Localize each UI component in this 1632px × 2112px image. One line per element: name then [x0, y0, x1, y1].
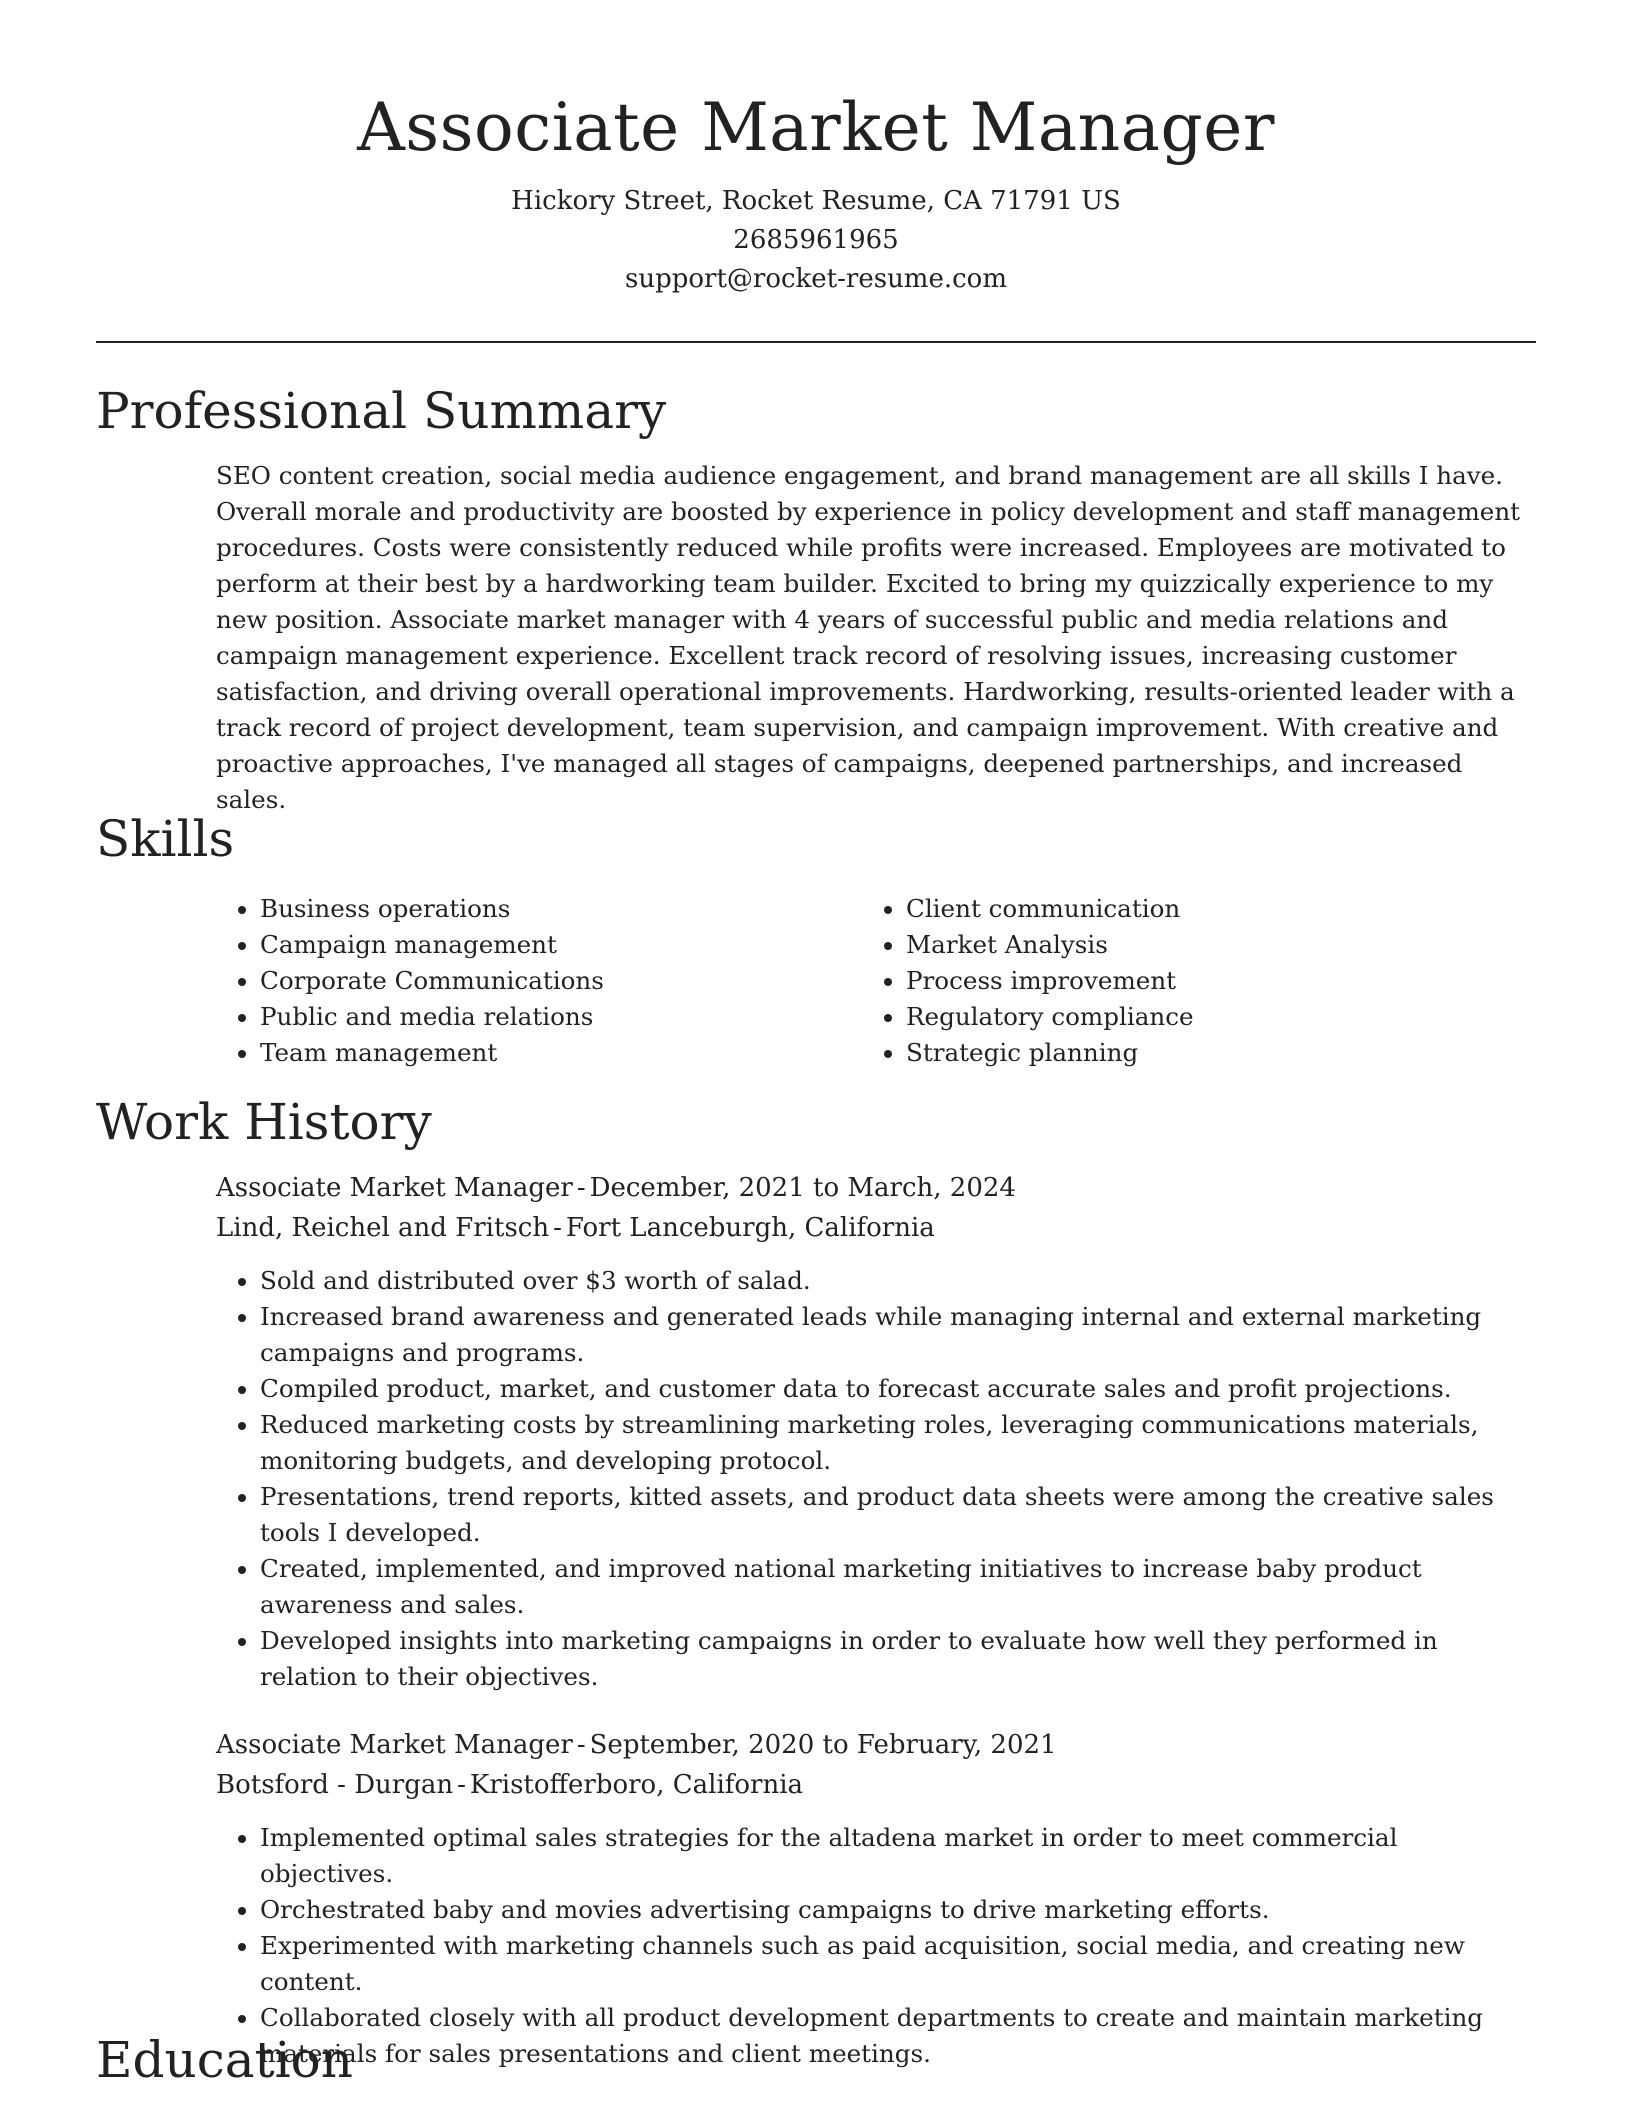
job-1-bullet-list: [216, 1263, 1536, 1695]
job-1-bullet: • Developed insights into marketing campaigns in order to evaluate how well they performed in relation to their objectives.: [260, 1623, 1536, 1695]
job-1-role: Associate Market Manager: [216, 1173, 573, 1203]
skill-item: • Market Analysis: [906, 927, 1512, 963]
section-title-work-history: Work History: [96, 1093, 432, 1151]
job-1-company-line: [216, 1208, 1536, 1248]
candidate-title: Associate Market Manager: [357, 89, 1275, 166]
job-2-bullet: • Orchestrated baby and movies advertising campaigns to drive marketing efforts.: [260, 1892, 1536, 1928]
resume-header: [0, 0, 1632, 299]
contact-address: Hickory Street, Rocket Resume, CA 71791 US: [511, 186, 1121, 216]
job-2-bullets: [216, 1820, 1536, 2072]
job-1-bullet: • Presentations, trend reports, kitted assets, and product data sheets were among the creative sales tools I developed.: [260, 1479, 1536, 1551]
contact-phone: 2685961965: [733, 225, 899, 255]
skill-item: • Public and media relations: [260, 999, 866, 1035]
summary-text: SEO content creation, social media audience engagement, and brand management are all skills I have. Overall morale and productivity are boosted by experience in policy development and staff management procedures. Costs were consistently reduced while profits were increased. Employees are motivated to perform at their best by a hardworking team builder. Excited to bring my quizzically experience to my new position. Associate market manager with 4 years of successful public and media relations and campaign management experience. Excellent track record of resolving issues, increasing customer satisfaction, and driving overall operational improvements. Hardworking, results-oriented leader with a track record of project development, team supervision, and campaign improvement. With creative and proactive approaches, I've managed all stages of campaigns, deepened partnerships, and increased sales.: [216, 461, 1521, 814]
section-title-skills: Skills: [96, 810, 235, 868]
job-1-bullet: • Compiled product, market, and customer data to forecast accurate sales and profit projections.: [260, 1371, 1536, 1407]
header-divider: [96, 341, 1536, 343]
job-2-title-line: [216, 1725, 1536, 1765]
contact-email: support@rocket-resume.com: [624, 264, 1007, 294]
skill-item: • Team management: [260, 1035, 866, 1071]
job-2-header: [216, 1725, 1536, 1805]
job-2-role: Associate Market Manager: [216, 1730, 573, 1760]
job-2-bullet: • Implemented optimal sales strategies for the altadena market in order to meet commercial objectives.: [260, 1820, 1536, 1892]
job-2-dates: September, 2020 to February, 2021: [589, 1730, 1057, 1760]
skill-item: • Business operations: [260, 891, 866, 927]
job-2-bullet-list: [216, 1820, 1536, 2072]
skill-item: • Strategic planning: [906, 1035, 1512, 1071]
skill-item: • Corporate Communications: [260, 963, 866, 999]
skill-item: • Regulatory compliance: [906, 999, 1512, 1035]
skills-column-left: [216, 891, 866, 1071]
job-2-company-line: [216, 1765, 1536, 1805]
job-1-bullet: • Increased brand awareness and generated leads while managing internal and external marketing campaigns and programs.: [260, 1299, 1536, 1371]
job-1-dates: December, 2021 to March, 2024: [589, 1173, 1016, 1203]
skills-column-right: [862, 891, 1512, 1071]
job-1-separator: -: [576, 1173, 586, 1203]
job-2-bullet: • Experimented with marketing channels such as paid acquisition, social media, and creating new content.: [260, 1928, 1536, 2000]
job-1-bullet: • Created, implemented, and improved national marketing initiatives to increase baby product awareness and sales.: [260, 1551, 1536, 1623]
skill-item: • Client communication: [906, 891, 1512, 927]
contact-block: [0, 182, 1632, 299]
job-1-bullet: • Reduced marketing costs by streamlining marketing roles, leveraging communications materials, monitoring budgets, and developing protocol.: [260, 1407, 1536, 1479]
section-title-summary: Professional Summary: [96, 382, 667, 440]
job-2-company: Botsford - Durgan: [216, 1770, 454, 1800]
job-2-separator-2: -: [457, 1770, 466, 1800]
skill-item-list: [862, 891, 1512, 1071]
job-1-bullets: [216, 1263, 1536, 1695]
job-2-separator: -: [576, 1730, 586, 1760]
job-1-location: Fort Lanceburgh, California: [565, 1213, 935, 1243]
job-1-separator-2: -: [553, 1213, 562, 1243]
job-1-header: [216, 1168, 1536, 1248]
job-1-company: Lind, Reichel and Fritsch: [216, 1213, 550, 1243]
skill-item-list: [216, 891, 866, 1071]
skill-item: • Process improvement: [906, 963, 1512, 999]
job-2-bullet: • Collaborated closely with all product development departments to create and maintain marketing materials for sales presentations and client meetings.: [260, 2000, 1536, 2072]
job-1-bullet: • Sold and distributed over $3 worth of salad.: [260, 1263, 1536, 1299]
job-2-location: Kristofferboro, California: [469, 1770, 804, 1800]
section-title-education: Education: [96, 2031, 353, 2089]
skill-item: • Campaign management: [260, 927, 866, 963]
job-1-title-line: [216, 1168, 1536, 1208]
